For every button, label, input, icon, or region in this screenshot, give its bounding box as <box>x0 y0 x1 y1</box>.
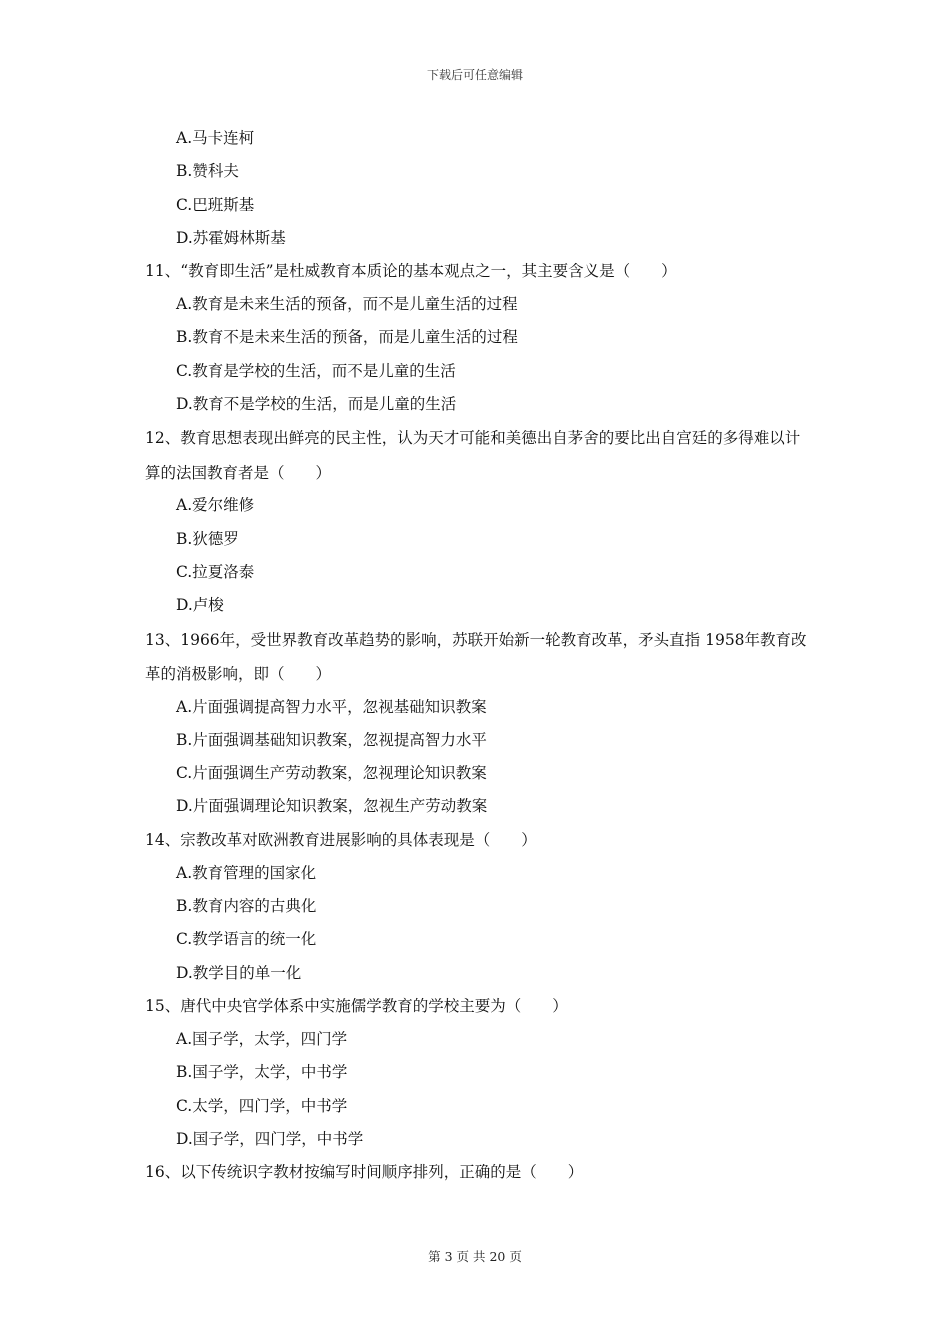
question-11: 11、“教育即生活”是杜威教育本质论的基本观点之一，其主要含义是（ ） <box>145 262 677 281</box>
option-item: D.卢梭 <box>176 596 224 615</box>
option-item: D.国子学，四门学，中书学 <box>176 1129 364 1148</box>
option-item: A.爱尔维修 <box>176 496 255 515</box>
option-item: A.教育是未来生活的预备，而不是儿童生活的过程 <box>176 295 518 314</box>
option-item: D.教育不是学校的生活，而是儿童的生活 <box>176 395 457 414</box>
option-item: B.国子学，太学，中书学 <box>176 1063 348 1082</box>
option-item: A.片面强调提高智力水平，忽视基础知识教案 <box>176 697 487 716</box>
option-item: B.教育内容的古典化 <box>176 897 317 916</box>
option-item: A.马卡连柯 <box>176 129 255 147</box>
option-item: D.苏霍姆林斯基 <box>176 228 286 247</box>
option-item: C.巴班斯基 <box>176 195 255 214</box>
question-12: 12、教育思想表现出鲜亮的民主性，认为天才可能和美德出自茅舍的要比出自宫廷的多得难以计算的法国教育者是（ ） <box>145 429 801 482</box>
question-14: 14、宗教改革对欧洲教育进展影响的具体表现是（ ） <box>145 830 537 849</box>
question-13: 13、1966年，受世界教育改革趋势的影响，苏联开始新一轮教育改革，矛头直指 1958年教育改革的消极影响，即（ ） <box>145 630 807 684</box>
option-item: A.国子学，太学，四门学 <box>176 1029 348 1048</box>
option-item: C.教育是学校的生活，而不是儿童的生活 <box>176 361 456 380</box>
option-item: A.教育管理的国家化 <box>176 863 317 882</box>
option-item: C.太学，四门学，中书学 <box>176 1096 348 1115</box>
document-body <box>145 122 815 1189</box>
question-16: 16、以下传统识字教材按编写时间顺序排列，正确的是（ ） <box>145 1163 584 1182</box>
option-item: C.片面强调生产劳动教案，忽视理论知识教案 <box>176 764 487 783</box>
option-item: B.狄德罗 <box>176 529 239 548</box>
option-item: C.教学语言的统一化 <box>176 930 317 949</box>
page-number: 第 3 页 共 20 页 <box>428 1249 522 1264</box>
page-header-note: 下载后可任意编辑 <box>426 68 523 82</box>
option-item: B.教育不是未来生活的预备，而是儿童生活的过程 <box>176 328 518 347</box>
question-15: 15、唐代中央官学体系中实施儒学教育的学校主要为（ ） <box>145 996 568 1015</box>
option-item: D.片面强调理论知识教案，忽视生产劳动教案 <box>176 797 488 816</box>
option-item: C.拉夏洛泰 <box>176 562 255 581</box>
option-item: B.赞科夫 <box>176 162 239 181</box>
option-item: B.片面强调基础知识教案，忽视提高智力水平 <box>176 730 487 749</box>
option-item: D.教学目的单一化 <box>176 963 302 982</box>
